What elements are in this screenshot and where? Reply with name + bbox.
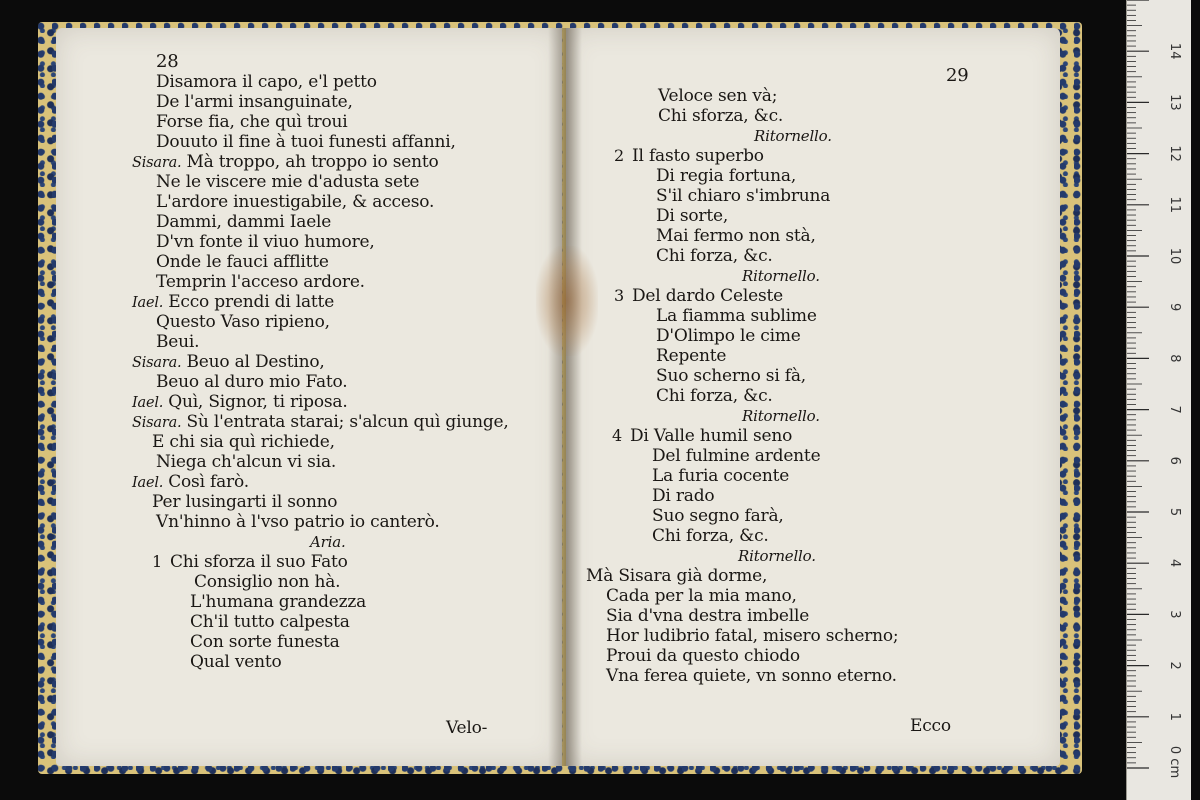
ruler-label: 4 (1167, 559, 1182, 568)
text-line (586, 566, 767, 586)
text-line (194, 572, 340, 592)
verse-text: Vn'hinno à l'vso patrio io canterò. (156, 512, 440, 532)
verse-text: Ch'il tutto calpesta (190, 612, 350, 632)
text-line (156, 312, 330, 332)
text-line (614, 146, 764, 166)
text-line (156, 112, 347, 132)
text-line (606, 586, 797, 606)
text-line (190, 592, 366, 612)
right-page (566, 28, 1060, 766)
page-number-left: 28 (156, 51, 179, 72)
text-line (156, 172, 419, 192)
text-line (656, 226, 816, 246)
verse-text: Questo Vaso ripieno, (156, 312, 330, 332)
ruler-label: 14 (1167, 42, 1182, 60)
text-line (606, 626, 898, 646)
section-heading: Ritornello. (742, 407, 820, 425)
text-line (606, 606, 809, 626)
text-line (652, 486, 714, 506)
verse-text: D'Olimpo le cime (656, 326, 801, 346)
verse-text: D'vn fonte il viuo humore, (156, 232, 375, 252)
text-line (656, 166, 796, 186)
verse-text: Dammi, dammi Iaele (156, 212, 332, 232)
ruler-scale (1127, 0, 1191, 800)
verse-text: Di Valle humil seno (629, 426, 793, 446)
ruler-label: 12 (1167, 145, 1182, 162)
text-line (656, 326, 801, 346)
verse-text: Sia d'vna destra imbelle (606, 606, 810, 626)
catchword-right: Ecco (910, 716, 951, 736)
verse-text: Vna ferea quiete, vn sonno eterno. (606, 666, 897, 686)
text-line (190, 632, 340, 652)
verse-text: Repente (656, 346, 727, 366)
text-line (132, 392, 348, 413)
stanza-number: 3 (614, 286, 624, 305)
text-line (652, 526, 769, 546)
text-line (742, 266, 820, 286)
speaker-label: Iael. (132, 475, 164, 491)
ruler-label: 2 (1167, 661, 1182, 670)
text-line (132, 472, 249, 493)
verse-text: Beuo al Destino, (186, 352, 325, 372)
verse-text: Mà Sisara già dorme, (586, 566, 768, 586)
text-line (156, 372, 347, 392)
verse-text: Proui da questo chiodo (606, 646, 800, 666)
verse-text: Sù l'entrata starai; s'alcun quì giunge, (186, 412, 509, 432)
verse-text: Quì, Signor, ti riposa. (168, 392, 348, 412)
text-line (156, 332, 199, 352)
text-line (310, 532, 346, 552)
verse-text: Per lusingarti il sonno (152, 492, 338, 512)
section-heading: Ritornello. (738, 547, 816, 565)
catchword-left: Velo- (446, 718, 488, 738)
text-line (152, 432, 335, 452)
text-line (656, 366, 806, 386)
verse-text: E chi sia quì richiede, (152, 432, 335, 452)
ruler-label: 9 (1167, 303, 1182, 312)
text-line (132, 352, 325, 373)
text-line (658, 86, 777, 106)
text-line (606, 666, 897, 686)
verse-text: Niega ch'alcun vi sia. (156, 452, 337, 472)
verse-text: Suo scherno si fà, (656, 366, 806, 386)
verse-text: Ne le viscere mie d'adusta sete (156, 172, 420, 192)
text-line (656, 246, 773, 266)
text-line (656, 206, 728, 226)
text-line (612, 426, 792, 446)
text-line (132, 152, 439, 173)
text-line (742, 406, 820, 426)
verse-text: Di regia fortuna, (656, 166, 797, 186)
text-line (132, 412, 509, 433)
ruler-label: 5 (1167, 507, 1182, 517)
text-line (656, 186, 830, 206)
text-line (652, 466, 789, 486)
verse-text: Chi sforza il suo Fato (169, 552, 348, 572)
ruler-label: 3 (1167, 610, 1182, 619)
speaker-label: Iael. (132, 395, 164, 411)
verse-text: Così farò. (168, 472, 249, 492)
ruler-label: 1 (1167, 712, 1182, 721)
verse-text: L'ardore inuestigabile, & acceso. (156, 192, 435, 212)
text-line (156, 72, 377, 92)
text-line (156, 192, 434, 212)
stanza-number: 2 (614, 146, 624, 165)
speaker-label: Sisara. (132, 155, 182, 171)
verse-text: Temprin l'acceso ardore. (156, 272, 365, 292)
text-line (614, 286, 783, 306)
text-line (156, 252, 329, 272)
verse-text: Del dardo Celeste (631, 286, 783, 306)
verse-text: La furia cocente (652, 466, 790, 486)
verse-text: Consiglio non hà. (194, 572, 341, 592)
text-line (658, 106, 783, 126)
text-line (652, 446, 820, 466)
text-line (156, 92, 353, 112)
verse-text: Chi forza, &c. (656, 386, 773, 406)
verse-text: Ecco prendi di latte (168, 292, 335, 312)
ruler-label: 7 (1167, 405, 1182, 414)
page-number-right: 29 (946, 65, 969, 86)
verse-text: Beui. (156, 332, 200, 352)
verse-text: Di rado (652, 486, 715, 506)
stanza-number: 4 (612, 426, 622, 445)
verse-text: Mai fermo non stà, (656, 226, 816, 246)
verse-text: Beuo al duro mio Fato. (156, 372, 348, 392)
text-line (156, 212, 331, 232)
ruler-label: 6 (1167, 456, 1182, 465)
text-line (738, 546, 816, 566)
verse-text: Veloce sen và; (658, 86, 778, 106)
verse-text: Disamora il capo, e'l petto (156, 72, 377, 92)
text-line (152, 492, 337, 512)
text-line (606, 646, 800, 666)
text-line (754, 126, 832, 146)
section-heading: Ritornello. (742, 267, 820, 285)
verse-text: Chi forza, &c. (652, 526, 769, 546)
verse-text: Mà troppo, ah troppo io sento (186, 152, 439, 172)
ruler-label: 0 cm (1167, 745, 1182, 779)
verse-text: Chi sforza, &c. (658, 106, 784, 126)
verse-text: Hor ludibrio fatal, misero scherno; (606, 626, 899, 646)
text-line (156, 272, 365, 292)
speaker-label: Sisara. (132, 415, 182, 431)
verse-text: Forse fia, che quì troui (156, 112, 348, 132)
speaker-label: Sisara. (132, 355, 182, 371)
speaker-label: Iael. (132, 295, 164, 311)
verse-text: Di sorte, (656, 206, 729, 226)
verse-text: Douuto il fine à tuoi funesti affanni, (156, 132, 456, 152)
verse-text: S'il chiaro s'imbruna (656, 186, 831, 206)
ruler-label: 10 (1167, 247, 1182, 265)
verse-text: Con sorte funesta (190, 632, 340, 652)
verse-text: La fiamma sublime (656, 306, 817, 326)
text-line (152, 552, 348, 572)
section-heading: Ritornello. (754, 127, 832, 145)
text-line (652, 506, 784, 526)
text-line (132, 292, 334, 313)
text-line (190, 612, 350, 632)
ruler-label: 13 (1167, 94, 1182, 111)
verse-text: Suo segno farà, (652, 506, 784, 526)
verse-text: Il fasto superbo (631, 146, 764, 166)
text-line (190, 652, 282, 672)
verse-text: Onde le fauci afflitte (156, 252, 329, 272)
text-line (656, 306, 817, 326)
measuring-ruler (1126, 0, 1191, 800)
verse-text: Chi forza, &c. (656, 246, 773, 266)
text-line (156, 452, 336, 472)
ruler-label: 11 (1167, 196, 1182, 214)
text-line (156, 232, 375, 252)
text-line (156, 512, 440, 532)
verse-text: De l'armi insanguinate, (156, 92, 353, 112)
verse-text: L'humana grandezza (190, 592, 367, 612)
verse-text: Del fulmine ardente (652, 446, 821, 466)
text-line (156, 132, 456, 152)
section-heading: Aria. (310, 533, 346, 551)
verse-text: Cada per la mia mano, (606, 586, 797, 606)
text-line (656, 386, 773, 406)
left-page (56, 28, 562, 766)
stanza-number: 1 (152, 552, 162, 571)
text-line (656, 346, 726, 366)
verse-text: Qual vento (190, 652, 282, 672)
ruler-label: 8 (1167, 354, 1182, 363)
